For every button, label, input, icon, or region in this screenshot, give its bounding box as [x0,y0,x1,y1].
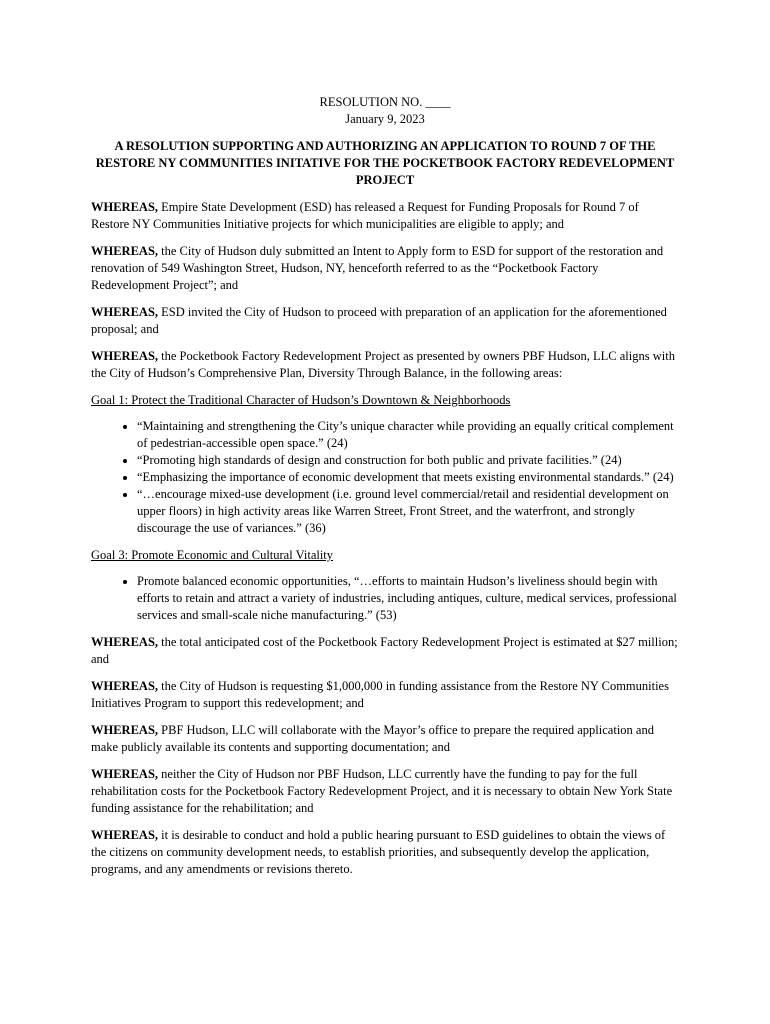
whereas-label: WHEREAS, [91,828,159,842]
whereas-label: WHEREAS, [91,244,159,258]
list-item: • “Maintaining and strengthening the City’s unique character while providing an equally critical complement of pedestrian-accessible open space.” (24) [137,418,679,452]
whereas-label: WHEREAS, [91,723,159,737]
whereas-paragraph [91,243,679,294]
whereas-label: WHEREAS, [91,349,159,363]
whereas-text: neither the City of Hudson nor PBF Hudson, LLC currently have the funding to pay for the full rehabilitation costs for the Pocketbook Factory Redevelopment Project, and it is necessary to obtain New York State funding assistance for the rehabilitation; and [91,767,673,815]
goal-3-list [91,573,679,624]
whereas-paragraph [91,304,679,338]
whereas-paragraph [91,634,679,668]
document-body [91,94,679,878]
whereas-text: the total anticipated cost of the Pocketbook Factory Redevelopment Project is estimated at $27 million; and [91,635,678,666]
list-item: • Promote balanced economic opportunities, “…efforts to maintain Hudson’s liveliness should begin with efforts to retain and attract a variety of industries, including antiques, culture, medical services, professional services and small-scale niche manufacturing.” (53) [137,573,679,624]
whereas-text: the Pocketbook Factory Redevelopment Project as presented by owners PBF Hudson, LLC aligns with the City of Hudson’s Comprehensive Plan, Diversity Through Balance, in the following areas: [91,349,675,380]
goal-1-heading: Goal 1: Protect the Traditional Character of Hudson’s Downtown & Neighborhoods [91,393,511,407]
whereas-label: WHEREAS, [91,200,159,214]
whereas-paragraph [91,199,679,233]
whereas-paragraph [91,678,679,712]
whereas-paragraph [91,766,679,817]
whereas-label: WHEREAS, [91,635,159,649]
whereas-text: the City of Hudson duly submitted an Intent to Apply form to ESD for support of the restoration and renovation of 549 Washington Street, Hudson, NY, henceforth referred to as the “Pocketbook Factory Redevelopment Project”; and [91,244,664,292]
list-item: • “Emphasizing the importance of economic development that meets existing environmental standards.” (24) [137,469,679,486]
whereas-text: the City of Hudson is requesting $1,000,000 in funding assistance from the Restore NY Communities Initiatives Program to support this redevelopment; and [91,679,669,710]
whereas-label: WHEREAS, [91,767,159,781]
whereas-text: it is desirable to conduct and hold a public hearing pursuant to ESD guidelines to obtain the views of the citizens on community development needs, to establish priorities, and subsequently develop the application, programs, and any amendments or revisions thereto. [91,828,666,876]
whereas-text: PBF Hudson, LLC will collaborate with the Mayor’s office to prepare the required application and make publicly available its contents and supporting documentation; and [91,723,654,754]
whereas-label: WHEREAS, [91,305,159,319]
whereas-paragraph [91,722,679,756]
resolution-title: A RESOLUTION SUPPORTING AND AUTHORIZING AN APPLICATION TO ROUND 7 OF THE RESTORE NY COMMUNITIES INITATIVE FOR THE POCKETBOOK FACTORY REDEVELOPMENT PROJECT [95,139,675,187]
goal-3-heading: Goal 3: Promote Economic and Cultural Vitality [91,548,334,562]
whereas-text: ESD invited the City of Hudson to proceed with preparation of an application for the aforementioned proposal; and [91,305,667,336]
whereas-paragraph [91,827,679,878]
whereas-paragraph [91,348,679,382]
list-item: • “Promoting high standards of design and construction for both public and private facilities.” (24) [137,452,679,469]
resolution-number: RESOLUTION NO. ____ [319,95,451,109]
whereas-label: WHEREAS, [91,679,159,693]
whereas-text: Empire State Development (ESD) has released a Request for Funding Proposals for Round 7 of Restore NY Communities Initiative projects for which municipalities are eligible to apply; and [91,200,639,231]
goal-1-list [91,418,679,537]
resolution-date: January 9, 2023 [345,112,425,126]
list-item: • “…encourage mixed-use development (i.e. ground level commercial/retail and residential development on upper floors) in high activity areas like Warren Street, Front Street, and the waterfront, and strongly discourage the use of variances.” (36) [137,486,679,537]
